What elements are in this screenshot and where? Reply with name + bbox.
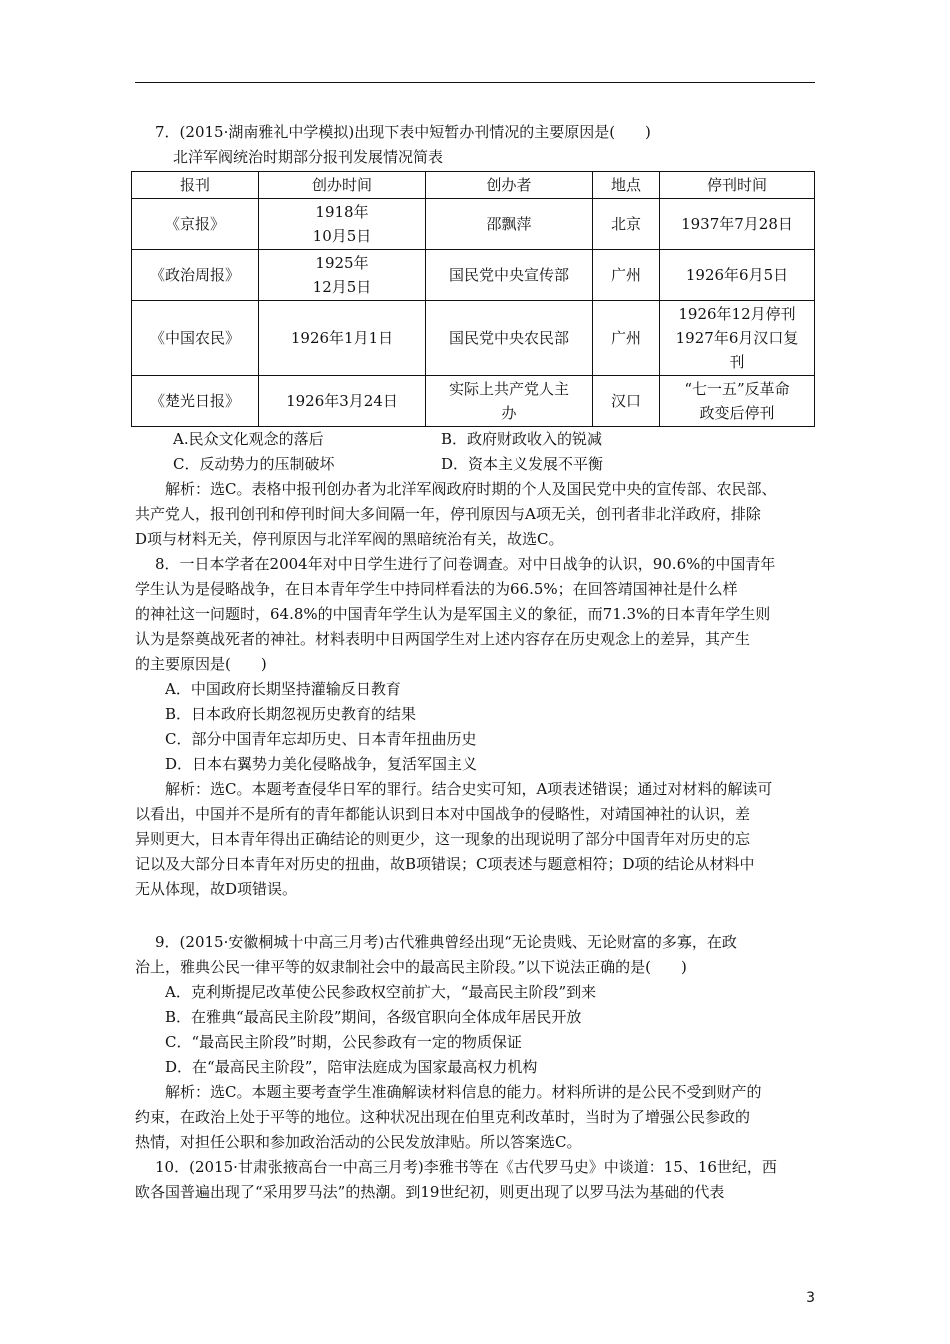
option-d: D．资本主义发展不平衡: [441, 455, 604, 473]
header-rule: [135, 82, 815, 83]
q7-table-title: 北洋军阀统治时期部分报刊发展情况简表: [173, 148, 444, 166]
table-cell: 1926年12月停刊 1927年6月汉口复 刊: [660, 301, 815, 376]
q8-stem-line: 认为是祭奠战死者的神社。材料表明中日两国学生对上述内容存在历史观念上的差异，其产生: [135, 630, 751, 648]
q9-stem-line: 治上，雅典公民一律平等的奴隶制社会中的最高民主阶段。”以下说法正确的是( ): [135, 958, 687, 976]
table-cell: 《中国农民》: [132, 301, 259, 376]
table-cell: “七一五”反革命 政变后停刊: [660, 376, 815, 427]
q7-table: [131, 171, 815, 427]
table-row: [132, 199, 815, 250]
page-number: 3: [806, 1290, 815, 1306]
option-c: C．反动势力的压制破坏: [173, 455, 335, 473]
table-cell: 国民党中央农民部: [426, 301, 593, 376]
table-cell: 1925年 12月5日: [259, 250, 426, 301]
q10-stem-line: 欧各国普遍出现了“采用罗马法”的热潮。到19世纪初，则更出现了以罗马法为基础的代表: [135, 1183, 725, 1201]
q8-stem-line: 的神社这一问题时，64.8%的中国青年学生认为是军国主义的象征，而71.3%的日本青年学生则: [135, 605, 771, 623]
option-d: D．在“最高民主阶段”，陪审法庭成为国家最高权力机构: [165, 1058, 538, 1076]
q9-stem-line: 9．(2015·安徽桐城十中高三月考)古代雅典曾经出现“无论贵贱、无论财富的多寡，在政: [155, 933, 737, 951]
option-b: B．在雅典“最高民主阶段”期间，各级官职向全体成年居民开放: [165, 1008, 582, 1026]
q10-stem-line: 10．(2015·甘肃张掖高台一中高三月考)李雅书等在《古代罗马史》中谈道：15、16世纪，西: [155, 1158, 777, 1176]
option-a: A．中国政府长期坚持灌输反日教育: [165, 680, 401, 698]
q9-analysis-line: 热情，对担任公职和参加政治活动的公民发放津贴。所以答案选C。: [135, 1133, 582, 1151]
table-cell: 1937年7月28日: [660, 199, 815, 250]
table-header: 报刊: [132, 172, 259, 199]
table-cell: 1926年3月24日: [259, 376, 426, 427]
table-cell: 国民党中央宣传部: [426, 250, 593, 301]
q9-analysis-line: 解析：选C。本题主要考查学生准确解读材料信息的能力。材料所讲的是公民不受到财产的: [165, 1083, 762, 1101]
table-cell: 广州: [593, 301, 660, 376]
q8-analysis-line: 记以及大部分日本青年对历史的扭曲，故B项错误；C项表述与题意相符；D项的结论从材料中: [135, 855, 755, 873]
table-row: [132, 301, 815, 376]
table-cell: 《政治周报》: [132, 250, 259, 301]
table-header: 创办者: [426, 172, 593, 199]
q8-stem-line: 的主要原因是( ): [135, 655, 267, 673]
table-cell: 邵飘萍: [426, 199, 593, 250]
q8-stem-line: 8．一日本学者在2004年对中日学生进行了问卷调查。对中日战争的认识，90.6%的中国青年: [155, 555, 776, 573]
table-cell: 广州: [593, 250, 660, 301]
table-header: 停刊时间: [660, 172, 815, 199]
option-a: A.民众文化观念的落后: [173, 430, 324, 448]
table-cell: 《京报》: [132, 199, 259, 250]
table-header: 地点: [593, 172, 660, 199]
table-cell: 1926年1月1日: [259, 301, 426, 376]
table-cell: 实际上共产党人主 办: [426, 376, 593, 427]
table-row: [132, 250, 815, 301]
option-b: B．政府财政收入的锐减: [441, 430, 603, 448]
q7-options-row-2: [135, 452, 815, 477]
option-a: A．克利斯提尼改革使公民参政权空前扩大，“最高民主阶段”到来: [165, 983, 597, 1001]
page-content: [135, 120, 815, 1205]
q7-options-row-1: [135, 427, 815, 452]
q7-analysis-line: 共产党人，报刊创刊和停刊时间大多间隔一年，停刊原因与A项无关，创刊者非北洋政府，排除: [135, 505, 761, 523]
table-cell: 《楚光日报》: [132, 376, 259, 427]
option-c: C．“最高民主阶段”时期，公民参政有一定的物质保证: [165, 1033, 522, 1051]
table-header-row: [132, 172, 815, 199]
table-cell: 1926年6月5日: [660, 250, 815, 301]
table-row: [132, 376, 815, 427]
q9-analysis-line: 约束，在政治上处于平等的地位。这种状况出现在伯里克利改革时，当时为了增强公民参政的: [135, 1108, 751, 1126]
option-d: D．日本右翼势力美化侵略战争，复活军国主义: [165, 755, 478, 773]
q7-stem: 7．(2015·湖南雅礼中学模拟)出现下表中短暂办刊情况的主要原因是( ): [155, 123, 651, 141]
q8-stem-line: 学生认为是侵略战争，在日本青年学生中持同样看法的为66.5%；在回答靖国神社是什么样: [135, 580, 738, 598]
option-b: B．日本政府长期忽视历史教育的结果: [165, 705, 417, 723]
spacer: [135, 902, 815, 930]
table-cell: 1918年 10月5日: [259, 199, 426, 250]
table-cell: 北京: [593, 199, 660, 250]
q8-analysis-line: 无从体现，故D项错误。: [135, 880, 298, 898]
table-header: 创办时间: [259, 172, 426, 199]
q7-analysis-line: 解析：选C。表格中报刊创办者为北洋军阀政府时期的个人及国民党中央的宣传部、农民部、: [165, 480, 777, 498]
q8-analysis-line: 异则更大，日本青年得出正确结论的则更少，这一现象的出现说明了部分中国青年对历史的忘: [135, 830, 751, 848]
q8-analysis-line: 解析：选C。本题考查侵华日军的罪行。结合史实可知，A项表述错误；通过对材料的解读可: [165, 780, 773, 798]
option-c: C．部分中国青年忘却历史、日本青年扭曲历史: [165, 730, 477, 748]
table-cell: 汉口: [593, 376, 660, 427]
q7-analysis-line: D项与材料无关，停刊原因与北洋军阀的黑暗统治有关，故选C。: [135, 530, 564, 548]
q8-analysis-line: 以看出，中国并不是所有的青年都能认识到日本对中国战争的侵略性，对靖国神社的认识，差: [135, 805, 751, 823]
